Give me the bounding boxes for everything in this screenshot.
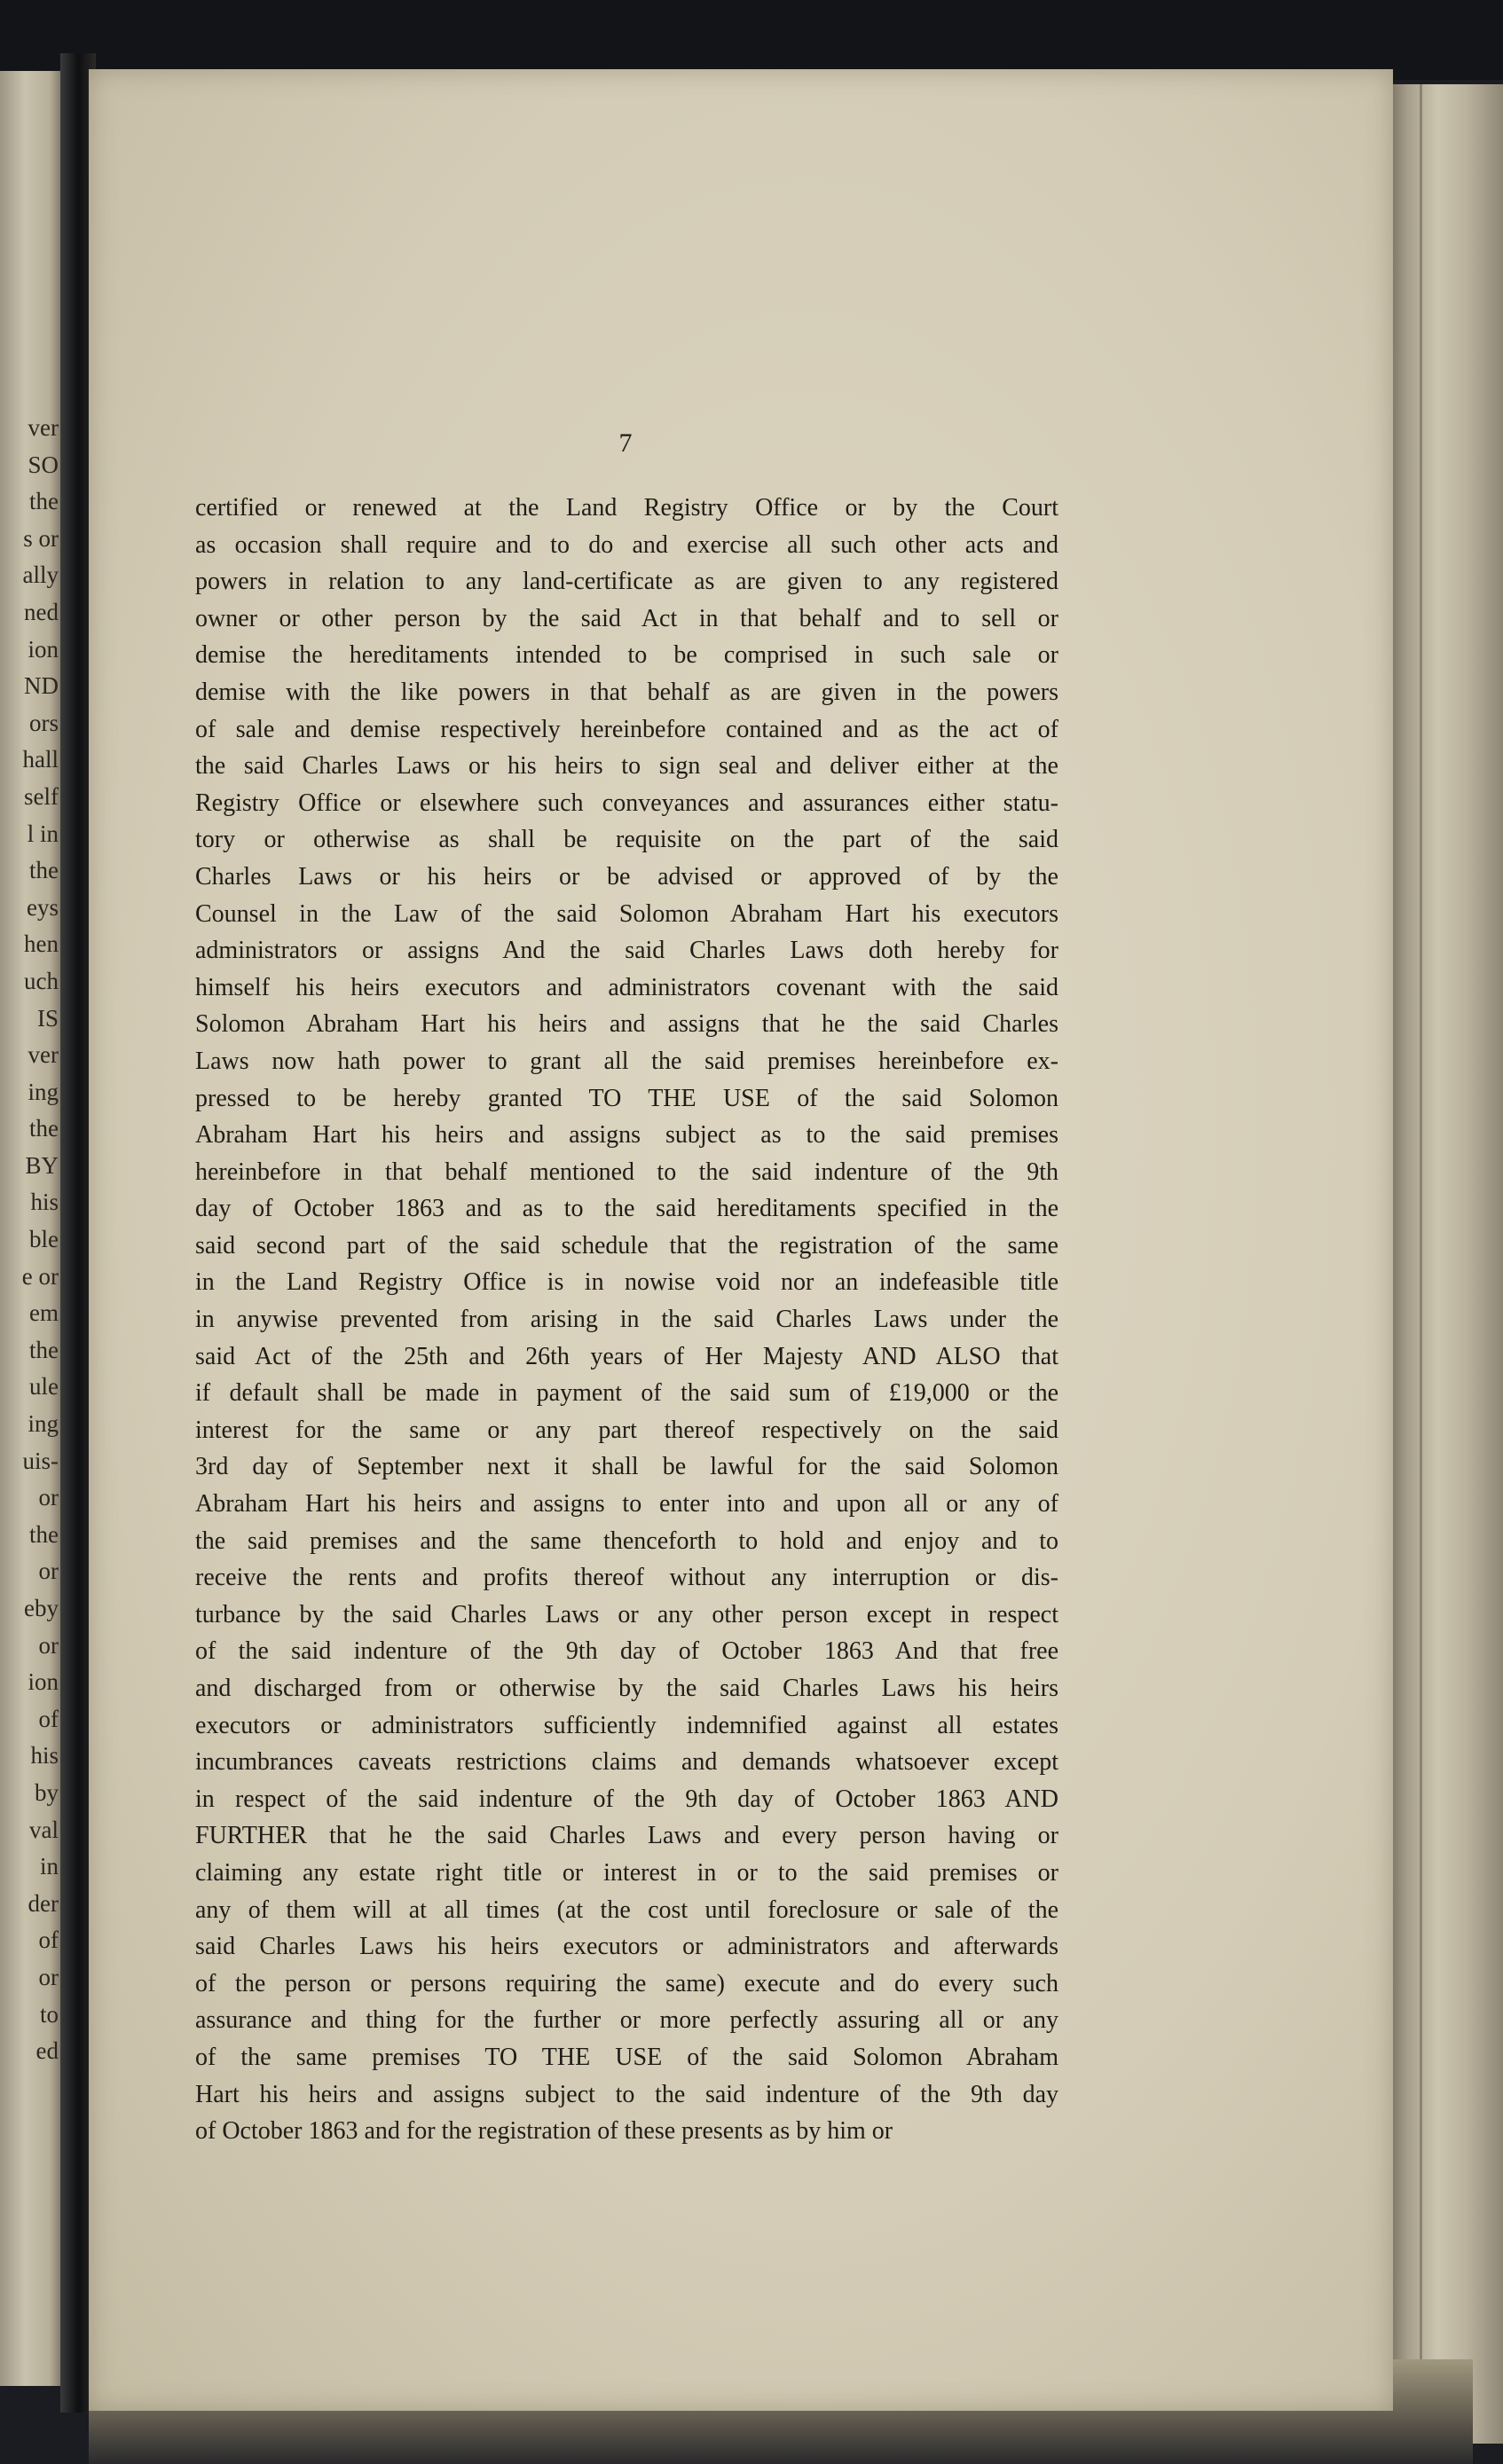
text-line: powers in relation to any land-certificate as are given to any registered <box>195 568 1058 596</box>
page-body-text <box>195 490 1058 2150</box>
text-line: hereinbefore in that behalf mentioned to the said indenture of the 9th <box>195 1157 1058 1186</box>
text-line: himself his heirs executors and administrators covenant with the said <box>195 973 1058 1001</box>
left-page-fragment: e or <box>21 1262 59 1290</box>
text-line: turbance by the said Charles Laws or any other person except in respect <box>195 1600 1058 1628</box>
left-page-fragment: eys <box>27 893 59 921</box>
text-line: Solomon Abraham Hart his heirs and assigns that he the said Charles <box>195 1010 1058 1039</box>
left-page-fragment: of <box>38 1705 59 1732</box>
text-line: of sale and demise respectively hereinbefore contained and as the act of <box>195 715 1058 743</box>
left-page-fragment: of <box>38 1926 59 1954</box>
text-line: in anywise prevented from arising in the said Charles Laws under the <box>195 1306 1058 1334</box>
text-line: incumbrances caveats restrictions claims and demands whatsoever except <box>195 1748 1058 1777</box>
left-page-fragment: by <box>35 1778 59 1806</box>
left-page-fragment: ally <box>22 561 59 589</box>
document-page <box>89 69 1393 2411</box>
text-line: said second part of the said schedule that the registration of the same <box>195 1231 1058 1259</box>
text-line: Abraham Hart his heirs and assigns subject as to the said premises <box>195 1121 1058 1150</box>
left-page-fragment: s or <box>23 524 59 552</box>
left-page-fragment: ion <box>28 635 59 663</box>
text-line: the said premises and the same thenceforth to hold and enjoy and to <box>195 1526 1058 1555</box>
text-line: in the Land Registry Office is in nowise void nor an indefeasible title <box>195 1268 1058 1297</box>
text-line: interest for the same or any part thereof respectively on the said <box>195 1416 1058 1444</box>
dark-background <box>0 0 1503 80</box>
text-line: of the person or persons requiring the same) execute and do every such <box>195 1969 1058 1997</box>
left-page-fragment: the <box>29 1336 59 1363</box>
left-page-fragment: the <box>29 1115 59 1142</box>
text-line: receive the rents and profits thereof without any interruption or dis- <box>195 1564 1058 1592</box>
left-page-fragment: SO <box>28 451 59 478</box>
left-page-fragment: uis- <box>22 1447 59 1474</box>
left-page-fragment: hall <box>22 746 59 773</box>
left-page-fragment: IS <box>36 1004 59 1032</box>
text-line: claiming any estate right title or interest in or to the said premises or <box>195 1858 1058 1887</box>
left-page-fragment: ors <box>29 709 59 736</box>
left-page-fragment: val <box>29 1816 59 1843</box>
text-line: in respect of the said indenture of the 9th day of October 1863 AND <box>195 1785 1058 1813</box>
text-line: demise the hereditaments intended to be comprised in such sale or <box>195 641 1058 670</box>
left-page-fragment: ver <box>28 1041 59 1069</box>
text-line: any of them will at all times (at the cost until foreclosure or sale of the <box>195 1895 1058 1924</box>
stacked-page-edges <box>1384 84 1503 2444</box>
text-line: Charles Laws or his heirs or be advised or approved of by the <box>195 862 1058 891</box>
text-line: of the said indenture of the 9th day of October 1863 And that free <box>195 1637 1058 1666</box>
text-line: as occasion shall require and to do and exercise all such other acts and <box>195 530 1058 559</box>
text-line: Counsel in the Law of the said Solomon Abraham Hart his executors <box>195 899 1058 928</box>
left-page-fragment: ble <box>29 1226 59 1253</box>
left-page-fragment: hen <box>24 930 59 958</box>
left-page-fragment: or <box>38 1631 59 1659</box>
text-line: and discharged from or otherwise by the said Charles Laws his heirs <box>195 1675 1058 1702</box>
text-line: Hart his heirs and assigns subject to the said indenture of the 9th day <box>195 2080 1058 2108</box>
text-line: day of October 1863 and as to the said hereditaments specified in the <box>195 1195 1058 1223</box>
left-page-fragment: his <box>30 1189 59 1216</box>
text-line: tory or otherwise as shall be requisite on the part of the said <box>195 826 1058 854</box>
left-page-fragment: l in <box>27 820 59 847</box>
left-page-fragment: the <box>29 857 59 884</box>
page-number: 7 <box>618 428 633 458</box>
text-line: owner or other person by the said Act in that behalf and to sell or <box>195 604 1058 632</box>
text-line: assurance and thing for the further or more perfectly assuring all or any <box>195 2006 1058 2035</box>
left-page-fragment: uch <box>24 967 59 994</box>
left-page-fragment: the <box>29 1520 59 1548</box>
text-line: said Charles Laws his heirs executors or administrators and afterwards <box>195 1933 1058 1961</box>
text-line: if default shall be made in payment of the said sum of £19,000 or the <box>195 1379 1058 1408</box>
text-line: Laws now hath power to grant all the said premises hereinbefore ex- <box>195 1047 1058 1075</box>
left-page-fragment: ND <box>24 672 59 700</box>
left-page-fragment: ion <box>28 1668 59 1696</box>
left-page-fragment: in <box>39 1853 59 1880</box>
left-page-fragment: ule <box>29 1373 59 1401</box>
text-line: 3rd day of September next it shall be lawful for the said Solomon <box>195 1453 1058 1481</box>
text-line: Registry Office or elsewhere such conveyances and assurances either statu- <box>195 789 1058 817</box>
text-line: demise with the like powers in that behalf as are given in the powers <box>195 678 1058 706</box>
text-line: Abraham Hart his heirs and assigns to enter into and upon all or any of <box>195 1490 1058 1518</box>
left-page-fragment: the <box>29 488 59 515</box>
left-page-fragment: ned <box>24 598 59 625</box>
left-page-fragment: BY <box>25 1151 59 1179</box>
text-line: administrators or assigns And the said Charles Laws doth hereby for <box>195 937 1058 965</box>
left-page-fragment: ing <box>28 1410 59 1438</box>
text-line: pressed to be hereby granted TO THE USE of the said Solomon <box>195 1084 1058 1112</box>
left-page-fragment: ing <box>28 1078 59 1105</box>
text-line: certified or renewed at the Land Registry Office or by the Court <box>195 494 1058 522</box>
text-line: the said Charles Laws or his heirs to sign seal and deliver either at the <box>195 752 1058 781</box>
left-page-fragment: ver <box>28 414 59 441</box>
left-page-fragment: em <box>29 1299 59 1327</box>
left-page-fragment: or <box>38 1484 59 1511</box>
left-page-fragment: his <box>30 1742 59 1770</box>
left-page-fragment: or <box>38 1558 59 1585</box>
left-page-text-fragments <box>0 410 62 2070</box>
left-page-fragment: or <box>38 1963 59 1990</box>
left-page-fragment: to <box>39 2000 59 2028</box>
text-line: of the same premises TO THE USE of the said Solomon Abraham <box>195 2043 1058 2071</box>
left-page-fragment: der <box>28 1889 59 1917</box>
left-page-fragment: ed <box>35 2037 59 2065</box>
text-line: of October 1863 and for the registration of these presents as by him or <box>195 2117 893 2146</box>
left-page-fragment: self <box>24 782 59 810</box>
text-line: FURTHER that he the said Charles Laws and every person having or <box>195 1822 1058 1850</box>
text-line: executors or administrators sufficiently indemnified against all estates <box>195 1711 1058 1739</box>
left-facing-page <box>0 71 62 2386</box>
text-line: said Act of the 25th and 26th years of Her Majesty AND ALSO that <box>195 1342 1058 1370</box>
left-page-fragment: eby <box>24 1595 59 1621</box>
